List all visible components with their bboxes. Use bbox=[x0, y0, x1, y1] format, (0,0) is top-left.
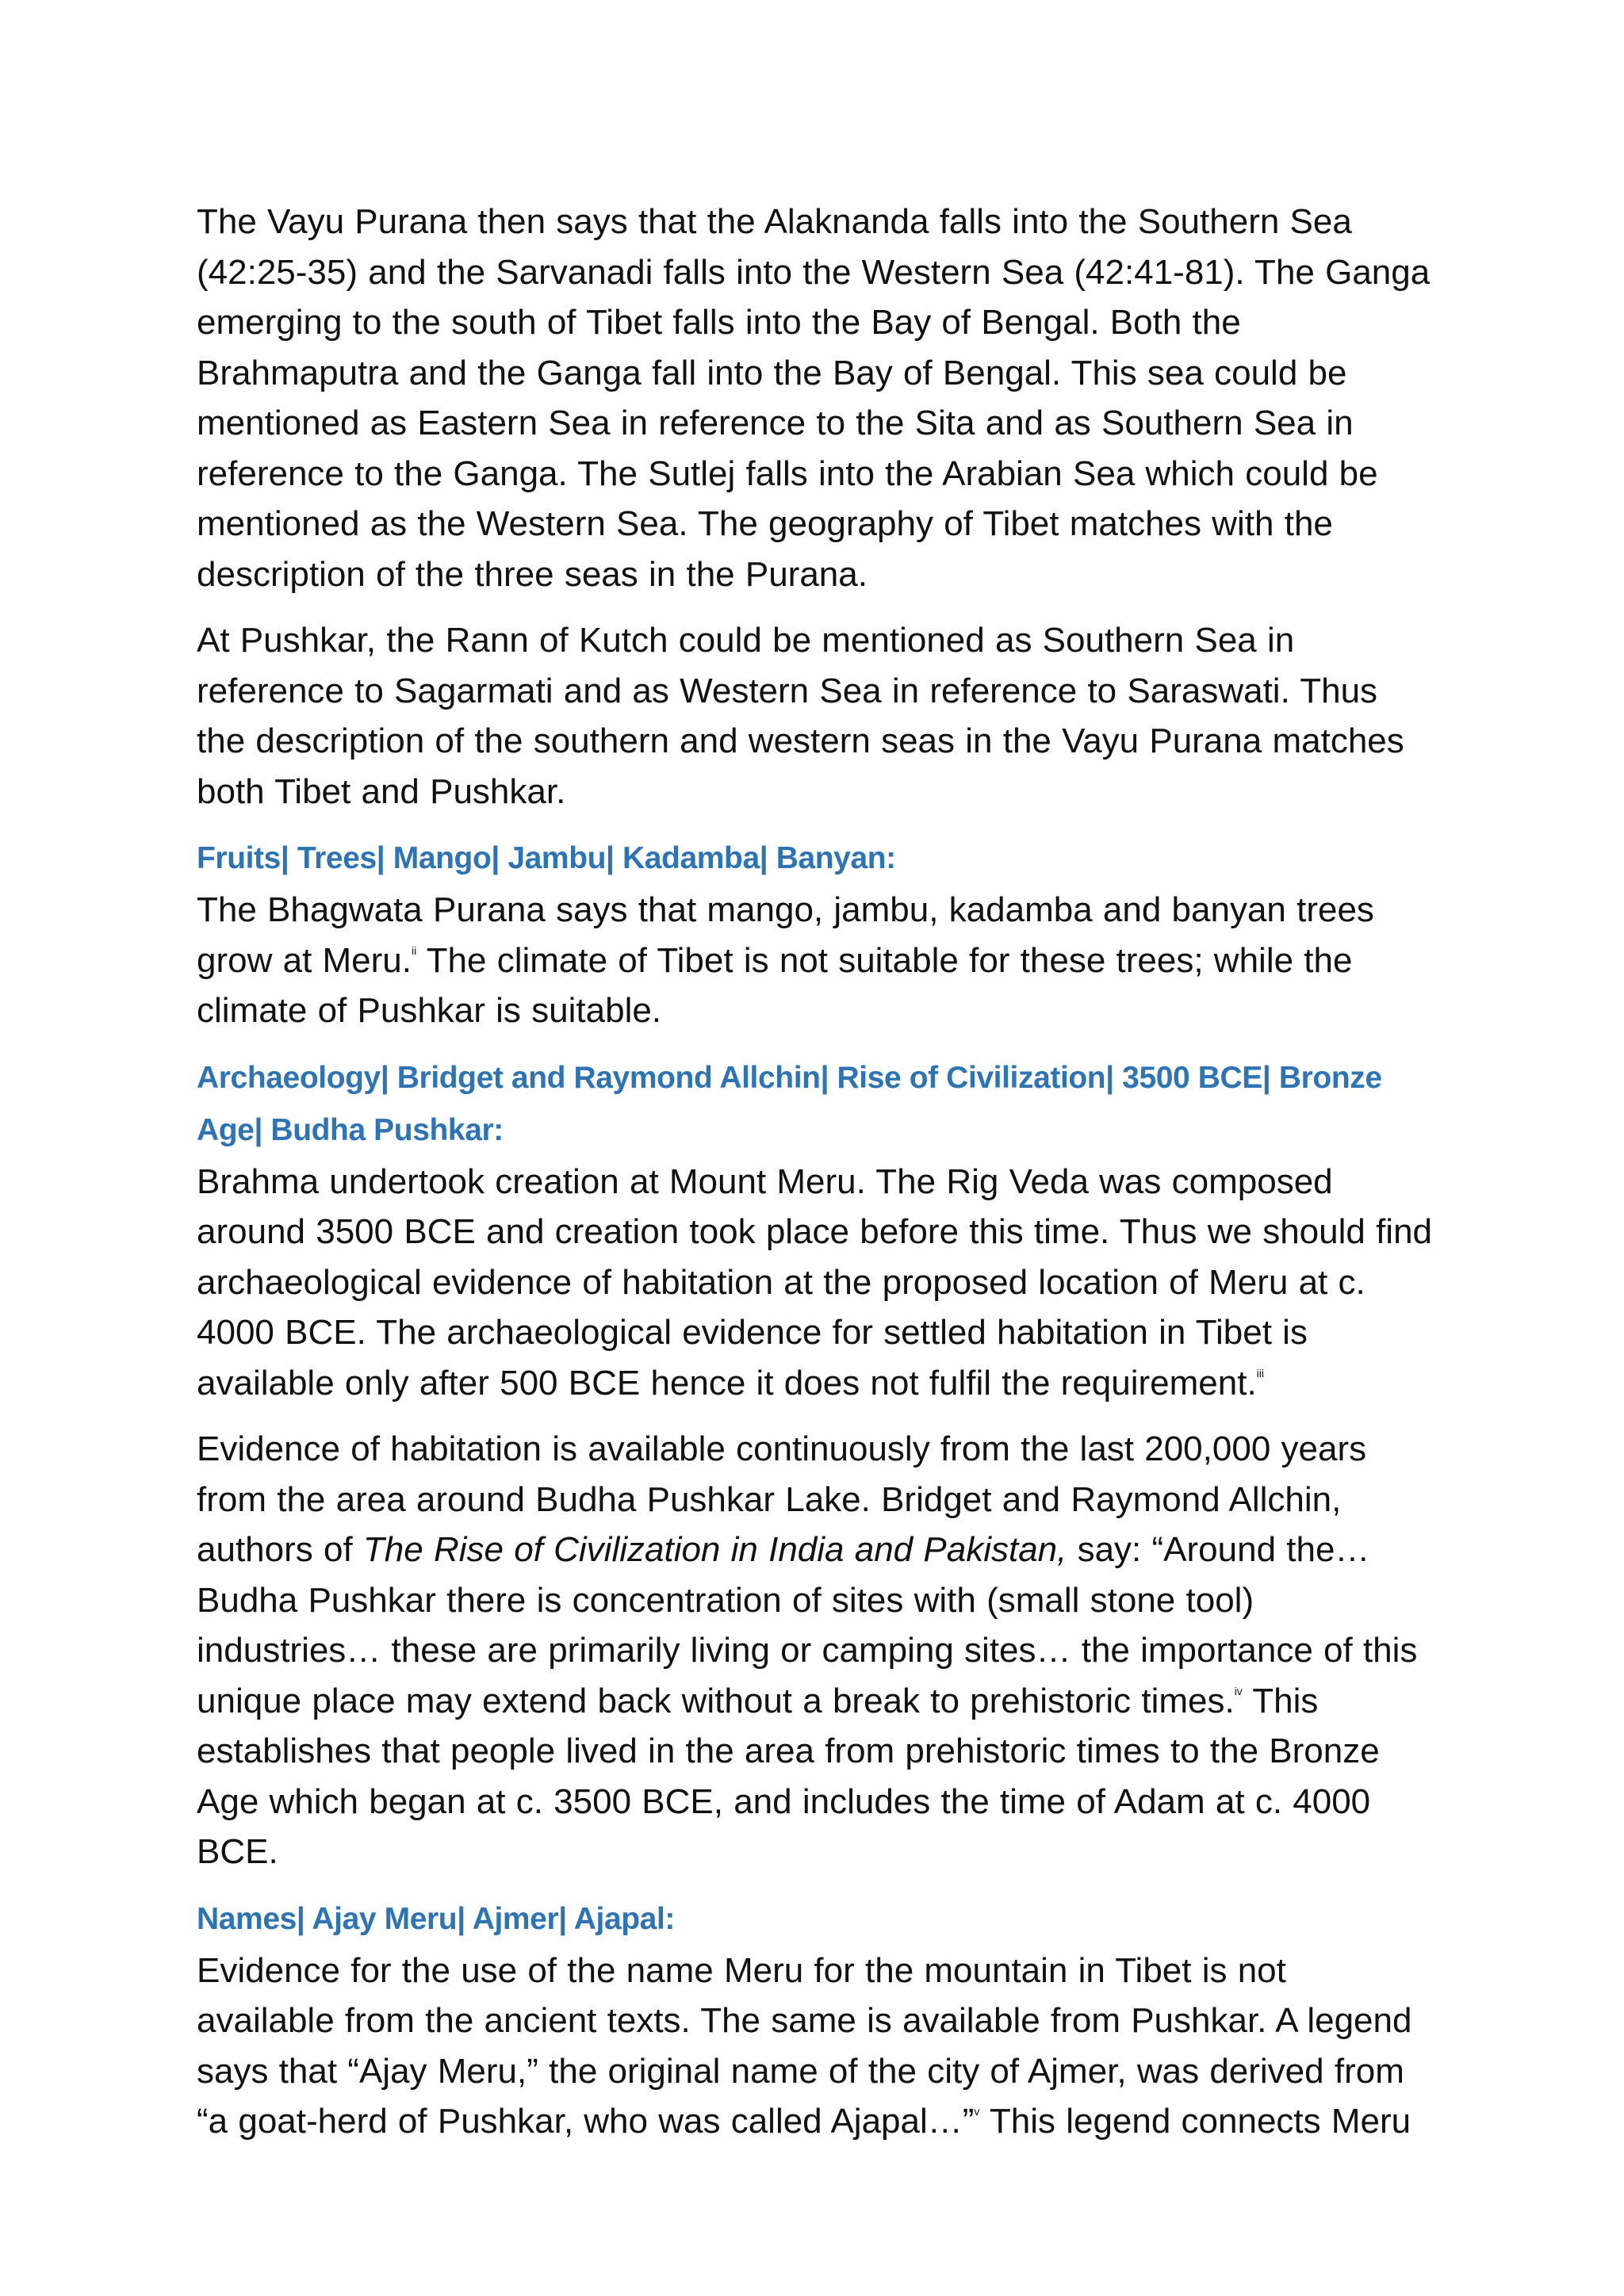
paragraph-fruits bbox=[197, 885, 1434, 1036]
paragraph-names-text-cont: This legend connects Meru bbox=[979, 2102, 1411, 2141]
paragraph-fruits-text-cont: The climate of Tibet is not suitable for these trees; while the climate of Pushkar is suitable. bbox=[197, 940, 1353, 1030]
paragraph-archaeology-pushkar-text: Evidence of habitation is available continuously from the last 200,000 years from the area around Budha Pushkar Lake. Bridget and Raymond Allchin, authors of bbox=[197, 1429, 1367, 1569]
paragraph-names-text: Evidence for the use of the name Meru for the mountain in Tibet is not available from the ancient texts. The same is available from Pushkar. A legend says that “Ajay Meru,” the original name of the city of Ajmer, was derived from “a goat-herd of Pushkar, who was called Ajapal…” bbox=[197, 1950, 1412, 2141]
footnote-marker[interactable]: iv bbox=[1234, 1684, 1243, 1697]
section-heading-fruits: Fruits| Trees| Mango| Jambu| Kadamba| Banyan: bbox=[197, 841, 896, 875]
book-title: The Rise of Civilization in India and Pakistan, bbox=[362, 1530, 1067, 1569]
footnote-marker[interactable]: ii bbox=[411, 943, 417, 957]
paragraph-archaeology-pushkar bbox=[197, 1424, 1434, 1877]
section-heading-archaeology: Archaeology| Bridget and Raymond Allchin| Rise of Civilization| 3500 BCE| Bronze Age| Budha Pushkar: bbox=[197, 1060, 1382, 1147]
document-page bbox=[197, 197, 1434, 2195]
paragraph-archaeology-tibet bbox=[197, 1157, 1434, 1409]
paragraph-fruits-text: The Bhagwata Purana says that mango, jambu, kadamba and banyan trees grow at Meru. bbox=[197, 890, 1374, 980]
footnote-marker[interactable]: v bbox=[974, 2105, 980, 2118]
paragraph-seas-tibet: The Vayu Purana then says that the Alaknanda falls into the Southern Sea (42:25-35) and the Sarvanadi falls into the Western Sea (42:41-81). The Ganga emerging to the south of Tibet falls into the Bay of Bengal. Both the Brahmaputra and the Ganga fall into the Bay of Bengal. This sea could be mentioned as Eastern Sea in reference to the Sita and as Southern Sea in reference to the Ganga. The Sutlej falls into the Arabian Sea which could be mentioned as the Western Sea. The geography of Tibet matches with the description of the three seas in the Purana. bbox=[197, 202, 1431, 594]
paragraph-names bbox=[197, 1946, 1434, 2147]
section-heading-names: Names| Ajay Meru| Ajmer| Ajapal: bbox=[197, 1901, 675, 1936]
paragraph-seas-pushkar: At Pushkar, the Rann of Kutch could be mentioned as Southern Sea in reference to Sagarmati and as Western Sea in reference to Saraswati. Thus the description of the southern and western seas in the Vayu Purana matches both Tibet and Pushkar. bbox=[197, 621, 1404, 811]
footnote-marker[interactable]: iii bbox=[1256, 1366, 1265, 1380]
paragraph-archaeology-conclusion: This establishes that people lived in the area from prehistoric times to the Bronze Age which began at c. 3500 BCE, and includes the time of Adam at c. 4000 BCE. bbox=[197, 1681, 1380, 1871]
paragraph-archaeology-quote: say: “Around the… Budha Pushkar there is concentration of sites with (small stone tool) industries… these are primarily living or camping sites… the importance of this unique place may extend back without a break to prehistoric times. bbox=[197, 1530, 1418, 1720]
paragraph-archaeology-text: Brahma undertook creation at Mount Meru. The Rig Veda was composed around 3500 BCE and creation took place before this time. Thus we should find archaeological evidence of habitation at the proposed location of Meru at c. 4000 BCE. The archaeological evidence for settled habitation in Tibet is available only after 500 BCE hence it does not fulfil the requirement. bbox=[197, 1161, 1433, 1402]
